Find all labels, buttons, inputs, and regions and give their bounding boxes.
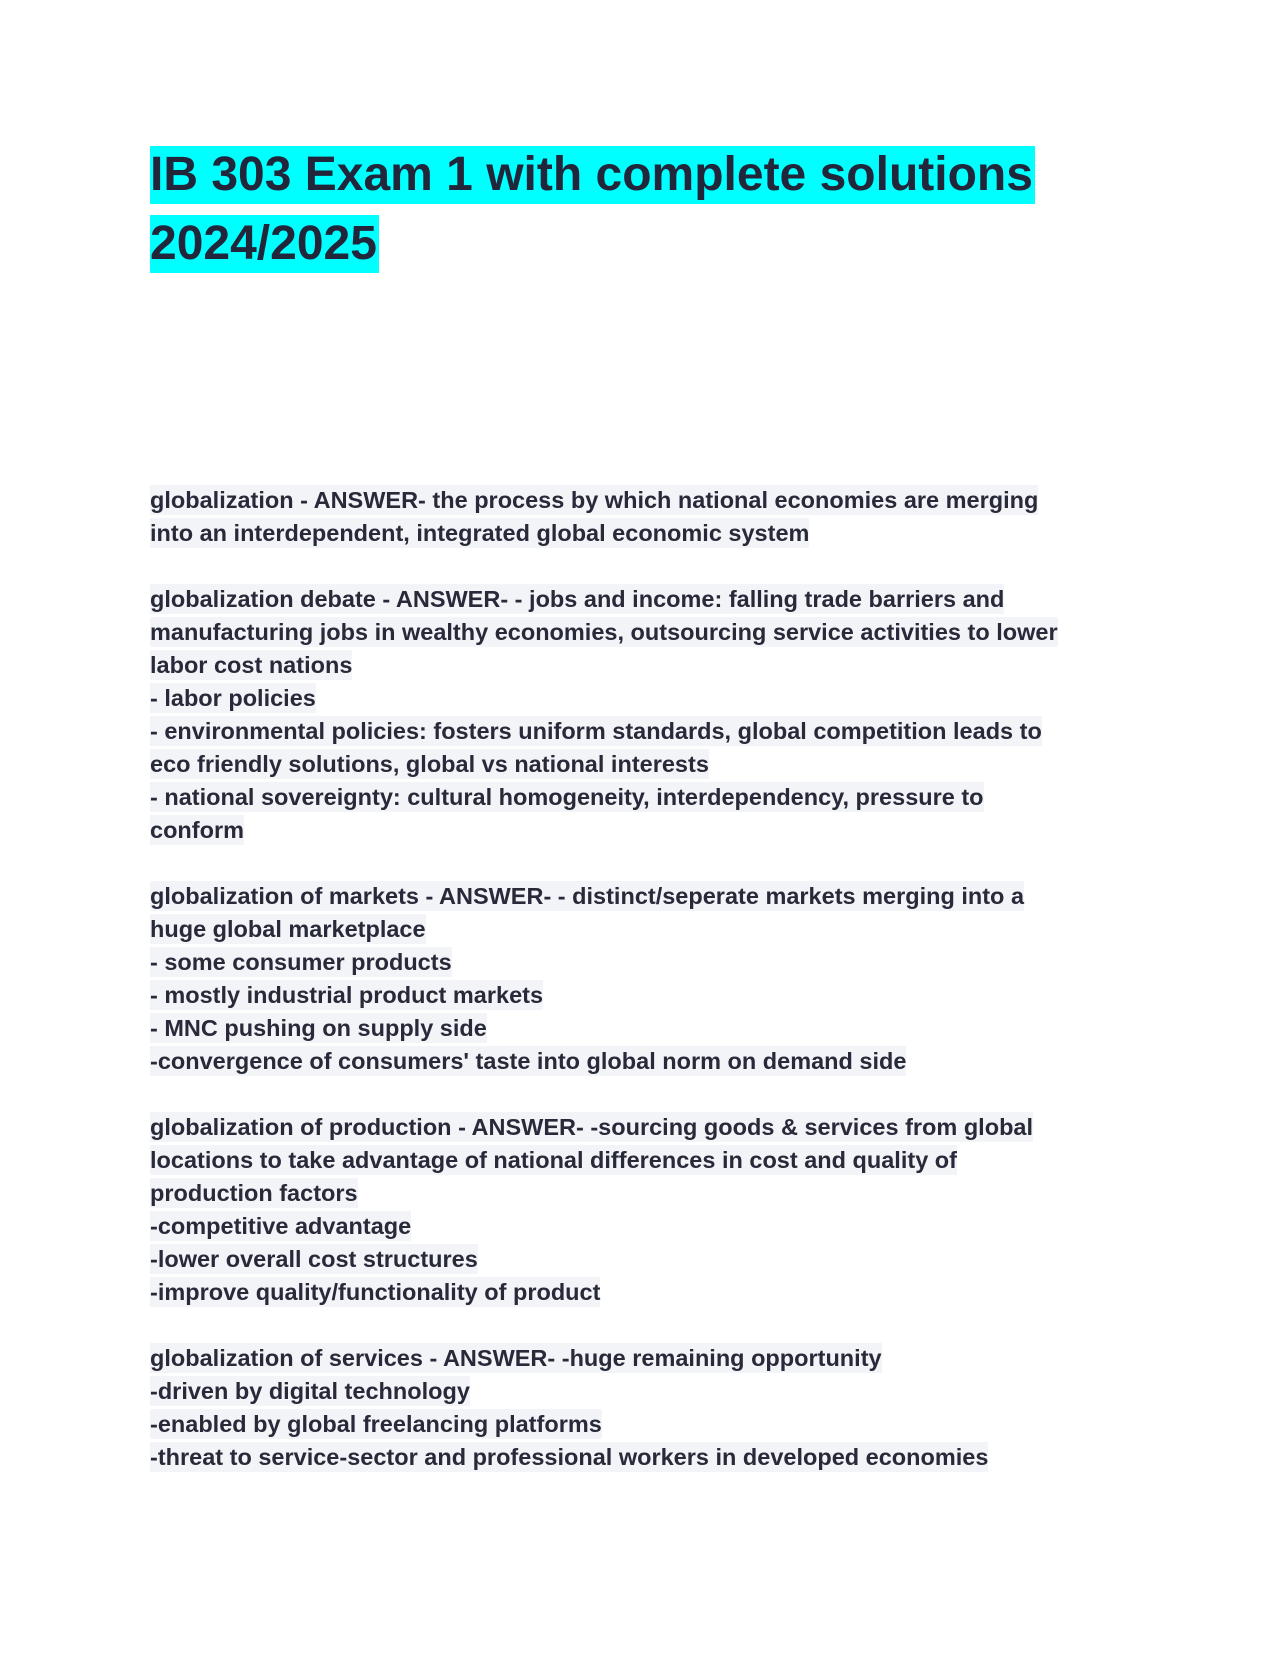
entry-line: into an interdependent, integrated global economic system xyxy=(150,520,810,546)
entry-line: - environmental policies: fosters uniform standards, global competition leads to xyxy=(150,718,1042,744)
entry-line: globalization debate - ANSWER- - jobs and income: falling trade barriers and xyxy=(150,586,1005,612)
document-title xyxy=(150,146,1130,284)
entry-globalization xyxy=(150,484,1150,550)
entry-globalization-of-services xyxy=(150,1342,1150,1474)
entry-line: -convergence of consumers' taste into global norm on demand side xyxy=(150,1048,907,1074)
entry-line: production factors xyxy=(150,1180,358,1206)
entry-line: huge global marketplace xyxy=(150,916,426,942)
entry-line: - MNC pushing on supply side xyxy=(150,1015,487,1041)
entry-line: -improve quality/functionality of product xyxy=(150,1279,601,1305)
entry-globalization-of-markets xyxy=(150,880,1150,1078)
entry-line: -driven by digital technology xyxy=(150,1378,470,1404)
title-line: 2024/2025 xyxy=(150,215,1130,284)
entry-line: globalization of production - ANSWER- -sourcing goods & services from global xyxy=(150,1114,1034,1140)
entry-line: - national sovereignty: cultural homogeneity, interdependency, pressure to xyxy=(150,784,984,810)
entry-line: -competitive advantage xyxy=(150,1213,412,1239)
entry-globalization-of-production xyxy=(150,1111,1150,1309)
entry-line: locations to take advantage of national differences in cost and quality of xyxy=(150,1147,957,1173)
entry-line: -lower overall cost structures xyxy=(150,1246,478,1272)
entry-line: globalization of services - ANSWER- -huge remaining opportunity xyxy=(150,1345,882,1371)
entry-line: manufacturing jobs in wealthy economies, outsourcing service activities to lower xyxy=(150,619,1058,645)
entry-line: globalization of markets - ANSWER- - distinct/seperate markets merging into a xyxy=(150,883,1025,909)
entry-globalization-debate xyxy=(150,583,1150,847)
entry-line: labor cost nations xyxy=(150,652,353,678)
entry-line: - labor policies xyxy=(150,685,316,711)
entry-line: eco friendly solutions, global vs national interests xyxy=(150,751,709,777)
entry-line: - some consumer products xyxy=(150,949,452,975)
entry-line: -threat to service-sector and professional workers in developed economies xyxy=(150,1444,989,1470)
entry-line: -enabled by global freelancing platforms xyxy=(150,1411,602,1437)
entry-line: globalization - ANSWER- the process by which national economies are merging xyxy=(150,487,1039,513)
flashcard-entries xyxy=(150,484,1150,1507)
title-line: IB 303 Exam 1 with complete solutions xyxy=(150,146,1130,215)
entry-line: - mostly industrial product markets xyxy=(150,982,544,1008)
entry-line: conform xyxy=(150,817,244,843)
